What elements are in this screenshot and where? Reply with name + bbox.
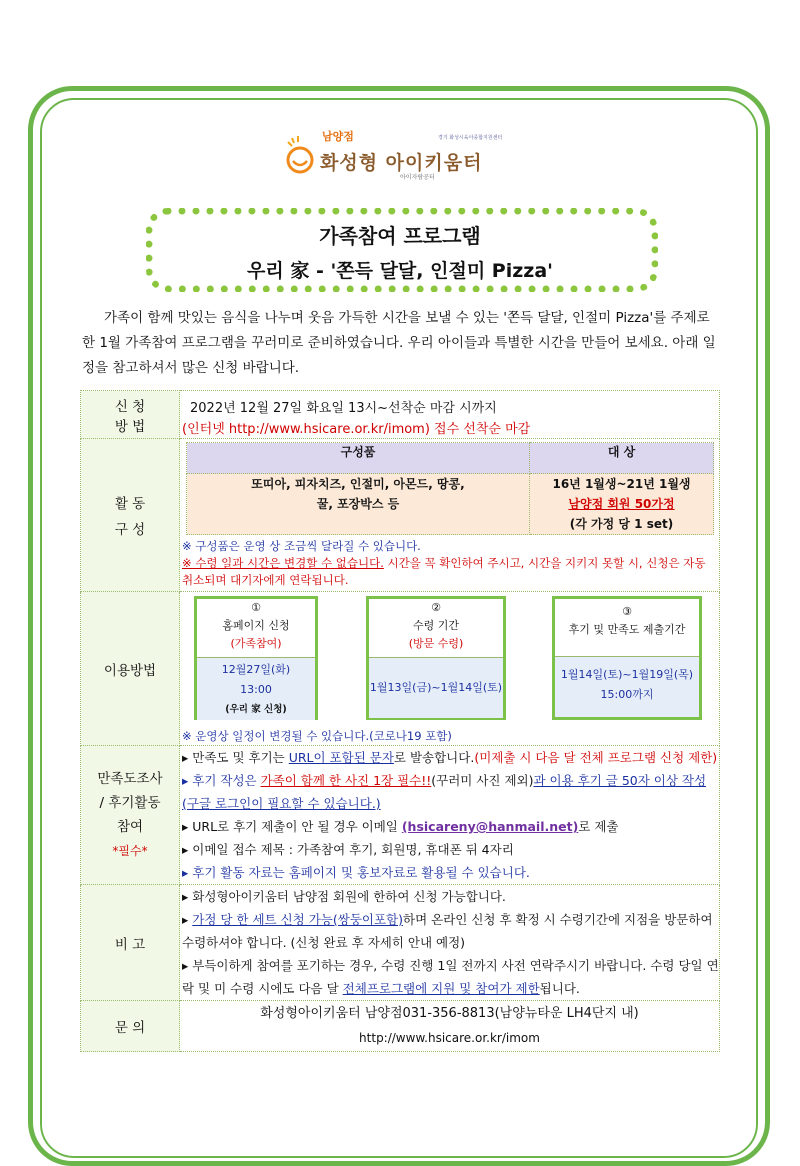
survey-l1c: 로 발송합니다. xyxy=(393,750,475,765)
step-1-extra: (우리 家 신청) xyxy=(225,704,287,715)
survey-line-3 xyxy=(180,815,719,838)
step-3-num: ③ xyxy=(622,605,632,618)
step-2-title: 수령 기간 xyxy=(412,619,459,632)
survey-line-5: ▸ 후기 활동 자료는 홈페이지 및 홍보자료로 활용될 수 있습니다. xyxy=(182,865,530,880)
step-2-bottom xyxy=(369,658,503,718)
label-survey-3: 참여 xyxy=(116,819,144,835)
remarks-l2b: 가정 당 한 세트 신청 가능(쌍둥이포함) xyxy=(192,912,403,927)
label-usage: 이용방법 xyxy=(81,592,180,746)
target-age: 16년 1월생~21년 1월생 xyxy=(552,477,691,491)
row-usage xyxy=(81,592,720,746)
row-activity xyxy=(81,439,720,592)
intro-paragraph xyxy=(82,306,722,381)
remarks-l3a: ▸ 부득이하게 참여를 포기하는 경우, 수령 진행 1일 전까지 사전 연락주시기 바랍니다. 수령 당일 연락 및 미 수령 시에도 다음 달 xyxy=(182,958,719,996)
components-table xyxy=(186,442,714,535)
survey-l2d: 과 이용 후기 글 50자 이상 작성 (구글 로그인이 필요할 수 있습니다.) xyxy=(182,773,707,811)
label-activity xyxy=(81,439,180,592)
survey-l1b: URL이 포함된 문자 xyxy=(288,750,394,765)
step-1-date: 12월27일(화) xyxy=(221,663,291,676)
step-card-2 xyxy=(366,596,506,720)
program-title: 가족참여 프로그램 xyxy=(319,224,481,248)
apply-method[interactable]: (인터넷 http://www.hsicare.or.kr/imom) 접수 선착순 마감 xyxy=(182,422,531,437)
survey-line-1 xyxy=(180,746,719,769)
activity-note-2 xyxy=(180,555,719,589)
col-target-header: 대 상 xyxy=(530,443,714,474)
label-apply xyxy=(81,391,180,439)
remarks-line-2 xyxy=(180,908,719,954)
row-survey xyxy=(81,746,720,885)
step-1-top xyxy=(197,599,315,658)
remarks-content xyxy=(180,885,720,1001)
survey-l1d: (미제출 시 다음 달 전체 프로그램 신청 제한) xyxy=(474,750,718,765)
step-3-bottom xyxy=(555,657,699,717)
label-activity-1: 활 동 xyxy=(114,496,146,512)
logo-org: 경기 화성시육아종합지원센터 xyxy=(438,135,503,141)
row-remarks xyxy=(81,885,720,1001)
target-cell xyxy=(530,474,714,535)
components-cell xyxy=(187,474,530,535)
row-contact xyxy=(81,1001,720,1052)
step-3-top xyxy=(555,599,699,657)
activity-note-2b: 시간을 꼭 확인하여 주시고, 시간을 지키지 못할 시, 신청은 자동 취소되며 대기자에게 연락됩니다. xyxy=(182,556,706,587)
label-apply-2: 방 법 xyxy=(114,418,146,435)
step-2-date: 1월13일(금)~1월14일(토) xyxy=(369,681,503,694)
step-2-sub: (방문 수령) xyxy=(408,637,464,650)
label-apply-1: 신 청 xyxy=(114,398,146,415)
step-card-3 xyxy=(552,596,702,720)
remarks-l2a: ▸ xyxy=(182,912,193,927)
survey-l2c: (꾸러미 사진 제외) xyxy=(431,773,534,788)
step-card-1 xyxy=(194,596,318,720)
survey-l3c: 로 제출 xyxy=(578,819,619,834)
logo-branch: 남양점 xyxy=(322,130,354,143)
components-items-2: 꿀, 포장박스 등 xyxy=(316,497,400,511)
contact-phone: 화성형아이키움터 남양점031-356-8813(남양뉴타운 LH4단지 내) xyxy=(260,1006,639,1021)
survey-line-2 xyxy=(180,769,719,815)
contact-url[interactable]: http://www.hsicare.or.kr/imom xyxy=(359,1031,540,1045)
logo-name: 화성형 아이키움터 xyxy=(320,152,483,174)
survey-email-link[interactable]: (hsicareny@hanmail.net) xyxy=(401,819,579,834)
usage-content xyxy=(180,592,720,746)
step-1-num: ① xyxy=(251,601,261,614)
contact-content xyxy=(180,1001,720,1052)
apply-date: 2022년 12월 27일 화요일 13시~선착순 마감 시까지 xyxy=(190,401,497,416)
activity-content xyxy=(180,439,720,592)
step-2-num: ② xyxy=(431,601,441,614)
step-1-title: 홈페이지 신청 xyxy=(222,619,290,632)
step-1-sub: (가족참여) xyxy=(230,637,282,650)
step-1-bottom xyxy=(197,658,315,720)
remarks-line-1: ▸ 화성형아이키움터 남양점 회원에 한하여 신청 가능합니다. xyxy=(182,889,506,904)
label-survey-2: / 후기활동 xyxy=(99,795,161,811)
usage-note: ※ 운영상 일정이 변경될 수 있습니다.(코로나19 포함) xyxy=(182,729,452,743)
survey-l3a: ▸ URL로 후기 제출이 안 될 경우 이메일 xyxy=(182,819,402,834)
label-contact: 문 의 xyxy=(81,1001,180,1052)
step-3-date: 1월14일(토)~1월19일(목) xyxy=(560,668,694,681)
survey-content xyxy=(180,746,720,885)
remarks-l2c: 하며 온라인 신청 후 확정 시 수령기간에 지점을 방문하여 수령하셔야 합니다. (신청 완료 후 자세히 안내 예정) xyxy=(182,912,713,950)
info-table xyxy=(80,390,720,1052)
program-subtitle: 우리 家 - '쫀득 달달, 인절미 Pizza' xyxy=(247,260,553,282)
survey-l2b: 가족이 함께 한 사진 1장 필수!! xyxy=(260,773,432,788)
remarks-l3c: 됩니다. xyxy=(539,981,580,996)
label-activity-2: 구 성 xyxy=(114,522,146,538)
step-1-time: 13:00 xyxy=(240,683,272,696)
apply-content xyxy=(180,391,720,439)
remarks-l3b: 전체프로그램에 지원 및 참여가 제한 xyxy=(342,981,540,996)
step-2-top xyxy=(369,599,503,658)
intro-text: 가족이 함께 맛있는 음식을 나누며 웃음 가득한 시간을 보낼 수 있는 '쫀득 달달, 인절미 Pizza'를 주제로 한 1월 가족참여 프로그램을 꾸러미로 준비하였습니다. 우리 아이들과 특별한 시간을 만들어 보세요. 아래 일정을 참고하셔서 많은 신청 바랍니다. xyxy=(82,310,716,376)
label-remarks: 비 고 xyxy=(81,885,180,1001)
col-components-header: 구성품 xyxy=(187,443,530,474)
target-quota: 남양점 회원 50가정 xyxy=(568,497,675,511)
logo-tagline: 아이자람공터 xyxy=(400,174,435,181)
survey-line-4: ▸ 이메일 접수 제목 : 가족참여 후기, 회원명, 휴대폰 뒤 4자리 xyxy=(182,842,514,857)
activity-note-1: ※ 구성품은 운영 상 조금씩 달라질 수 있습니다. xyxy=(182,539,421,553)
row-apply xyxy=(81,391,720,439)
logo xyxy=(282,128,532,188)
activity-note-2a: ※ 수령 일과 시간은 변경할 수 없습니다. xyxy=(182,556,384,570)
smiley-sun-icon xyxy=(284,136,318,174)
step-3-title: 후기 및 만족도 제출기간 xyxy=(568,623,686,636)
survey-l1a: ▸ 만족도 및 후기는 xyxy=(182,750,289,765)
survey-l2a: ▸ 후기 작성은 xyxy=(182,773,261,788)
label-survey-1: 만족도조사 xyxy=(97,771,163,787)
components-items: 또띠아, 피자치즈, 인절미, 아몬드, 땅콩, xyxy=(251,477,465,491)
label-survey-required: *필수* xyxy=(112,844,148,858)
usage-steps xyxy=(180,592,719,728)
target-limit: (각 가정 당 1 set) xyxy=(569,517,674,531)
step-3-time: 15:00까지 xyxy=(600,688,654,701)
label-survey xyxy=(81,746,180,885)
remarks-line-3 xyxy=(180,954,719,1000)
